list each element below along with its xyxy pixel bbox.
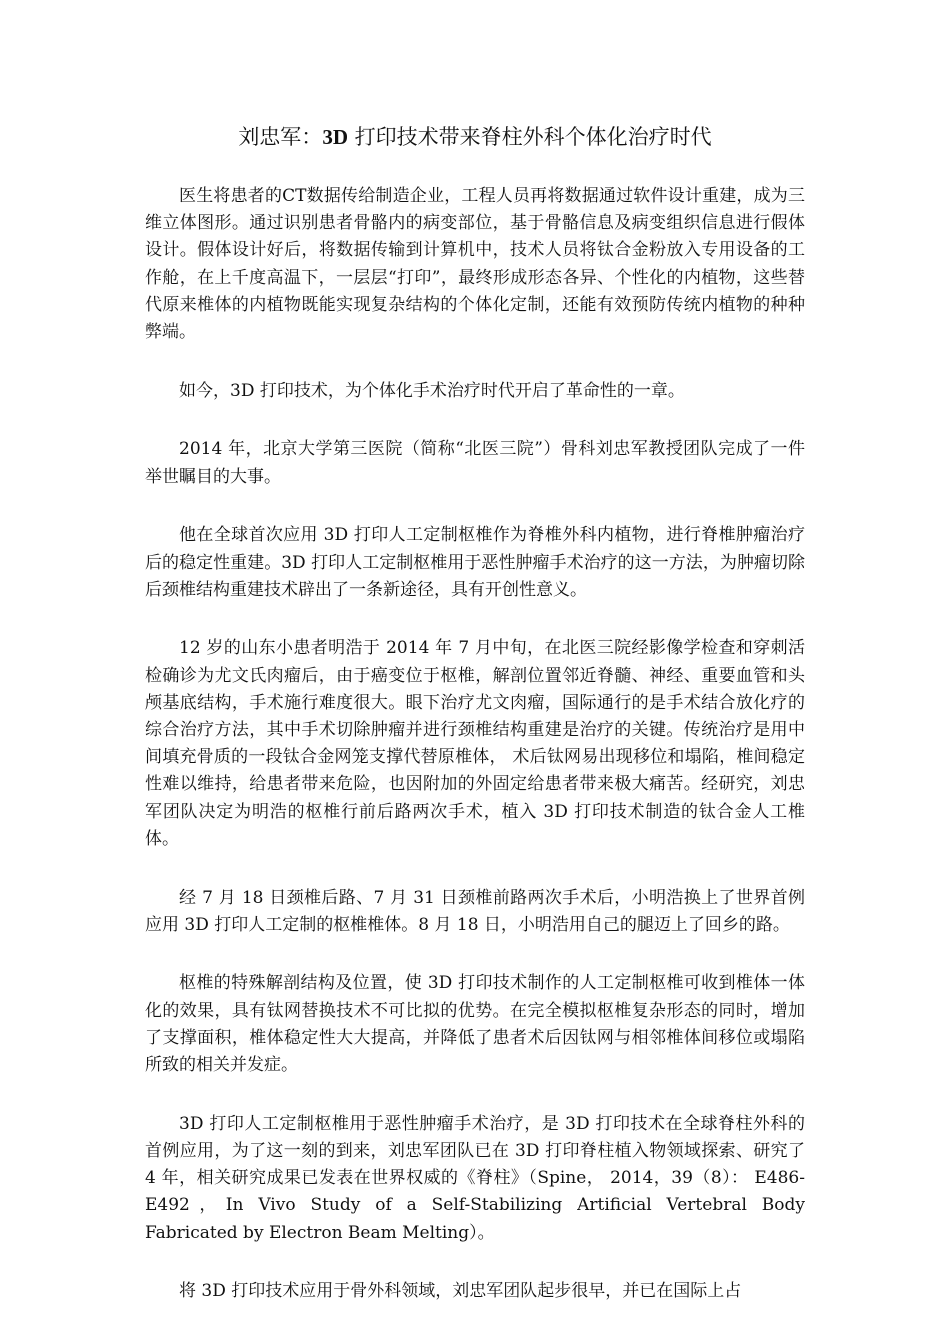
paragraph-2: 如今，3D 打印技术，为个体化手术治疗时代开启了革命性的一章。 (179, 380, 685, 401)
paragraph-8: 3D 打印人工定制枢椎用于恶性肿瘤手术治疗，是 3D 打印技术在全球脊柱外科的首例应用，为了这一刻的到来，刘忠军团队已在 3D 打印脊柱植入物领域探索、研究了 4 年，相关研究成果已发表在世界权威的《脊柱》（Spine， 2014，39（8）： E486-E492，In Vivo Study of a Self-Stabilizing Artificial Vertebral Body Fabricated by Electron Beam Melting）。 (145, 1113, 805, 1243)
article-body (145, 183, 805, 1306)
paragraph-1: 医生将患者的CT数据传给制造企业，工程人员再将数据通过软件设计重建，成为三维立体图形。通过识别患者骨骼内的病变部位，基于骨骼信息及病变组织信息进行假体设计。假体设计好后，将数据传输到计算机中，技术人员将钛合金粉放入专用设备的工作舱，在上千度高温下，一层层“打印”，最终形成形态各异、个性化的内植物，这些替代原来椎体的内植物既能实现复杂结构的个体化定制，还能有效预防传统内植物的种种弊端。 (145, 186, 805, 343)
paragraph-9: 将 3D 打印技术应用于骨外科领域，刘忠军团队起步很早，并已在国际上占 (179, 1281, 742, 1302)
paragraph-4: 他在全球首次应用 3D 打印人工定制枢椎作为脊椎外科内植物，进行脊椎肿瘤治疗后的稳定性重建。3D 打印人工定制枢椎用于恶性肿瘤手术治疗的这一方法，为肿瘤切除后颈椎结构重建技术辟出了一条新途径，具有开创性意义。 (145, 525, 805, 600)
title-prefix: 刘忠军： (238, 125, 323, 149)
title-bold-3d: 3D (322, 125, 348, 149)
paragraph-3: 2014 年，北京大学第三医院（简称“北医三院”）骨科刘忠军教授团队完成了一件举世瞩目的大事。 (145, 439, 805, 487)
document-title (0, 122, 950, 152)
title-suffix: 打印技术带来脊柱外科个体化治疗时代 (347, 125, 712, 149)
paragraph-7: 枢椎的特殊解剖结构及位置，使 3D 打印技术制作的人工定制枢椎可收到椎体一体化的效果，具有钛网替换技术不可比拟的优势。在完全模拟枢椎复杂形态的同时，增加了支撑面积，椎体稳定性大大提高，并降低了患者术后因钛网与相邻椎体间移位或塌陷所致的相关并发症。 (145, 973, 805, 1076)
paragraph-6: 经 7 月 18 日颈椎后路、7 月 31 日颈椎前路两次手术后，小明浩换上了世界首例应用 3D 打印人工定制的枢椎椎体。8 月 18 日，小明浩用自己的腿迈上了回乡的路。 (145, 887, 805, 935)
paragraph-5: 12 岁的山东小患者明浩于 2014 年 7 月中旬，在北医三院经影像学检查和穿刺活检确诊为尤文氏肉瘤后，由于癌变位于枢椎，解剖位置邻近脊髓、神经、重要血管和头颅基底结构，手术施行难度很大。眼下治疗尤文肉瘤，国际通行的是手术结合放化疗的综合治疗方法，其中手术切除肿瘤并进行颈椎结构重建是治疗的关键。传统治疗是用中间填充骨质的一段钛合金网笼支撑代替原椎体， 术后钛网易出现移位和塌陷，椎间稳定性难以维持，给患者带来危险，也因附加的外固定给患者带来极大痛苦。经研究，刘忠军团队决定为明浩的枢椎行前后路两次手术，植入 3D 打印技术制造的钛合金人工椎体。 (145, 638, 805, 849)
